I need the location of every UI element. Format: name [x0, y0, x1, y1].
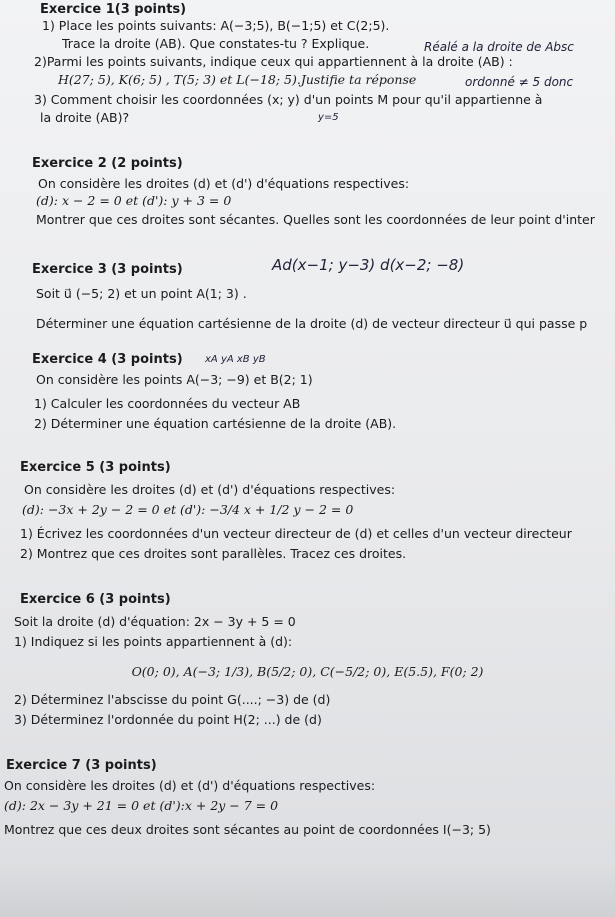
exercise-2-line-2: (d): x − 2 = 0 et (d'): y + 3 = 0: [36, 193, 232, 208]
exercise-4-line-2: 1) Calculer les coordonnées du vecteur AB: [34, 396, 301, 411]
exercise-6-points-text: O(0; 0), A(−3; 1/3), B(5/2; 0), C(−5/2; 0), E(5.5), F(0; 2): [131, 664, 484, 679]
exercise-1-question-3: 3) Comment choisir les coordonnées (x; y) d'un points M pour qu'il appartienne à: [34, 92, 543, 107]
exercise-2-line-3: Montrer que ces droites sont sécantes. Quelles sont les coordonnées de leur point d'inter: [36, 212, 595, 227]
exercise-6-line-4: 2) Déterminez l'abscisse du point G(....; −3) de (d): [14, 692, 331, 707]
exercise-1-question-3b: la droite (AB)?: [40, 110, 130, 125]
exercise-7-line-3: Montrez que ces deux droites sont sécantes au point de coordonnées I(−3; 5): [4, 822, 491, 837]
exercise-1-question-1: 1) Place les points suivants: A(−3;5), B(−1;5) et C(2;5).: [42, 18, 390, 33]
page-shadow: [0, 860, 615, 917]
exercise-2-line-1: On considère les droites (d) et (d') d'équations respectives:: [38, 176, 410, 191]
exercise-4-title: Exercice 4 (3 points): [32, 352, 183, 367]
exercise-6-line-1: Soit la droite (d) d'équation: 2x − 3y + 5 = 0: [14, 614, 296, 629]
handwritten-note-5: xA yA xB yB: [205, 354, 266, 365]
exercise-3-line-1: Soit u⃗ (−5; 2) et un point A(1; 3) .: [36, 286, 247, 301]
exercise-4-line-3: 2) Déterminer une équation cartésienne de la droite (AB).: [34, 416, 397, 431]
exercise-6-line-2: 1) Indiquez si les points appartiennent à (d):: [14, 634, 293, 649]
exercise-6-title: Exercice 6 (3 points): [20, 592, 171, 607]
exercise-7-line-1: On considère les droites (d) et (d') d'équations respectives:: [4, 778, 376, 793]
exercise-1-question-2b: H(27; 5), K(6; 5) , T(5; 3) et L(−18; 5).Justifie ta réponse: [58, 72, 417, 87]
exercise-5-line-3: 1) Écrivez les coordonnées d'un vecteur directeur de (d) et celles d'un vecteur directeur: [20, 526, 572, 541]
exercise-7-title: Exercice 7 (3 points): [6, 758, 157, 773]
exercise-1-question-2: 2)Parmi les points suivants, indique ceux qui appartiennent à la droite (AB) :: [34, 54, 513, 69]
handwritten-note-2: ordonné ≠ 5 donc: [465, 75, 574, 89]
exercise-3-title: Exercice 3 (3 points): [32, 262, 183, 277]
exercise-6-points-list: [0, 664, 615, 679]
exercise-5-title: Exercice 5 (3 points): [20, 460, 171, 475]
exercise-5-line-1: On considère les droites (d) et (d') d'équations respectives:: [24, 482, 396, 497]
exercise-2-title: Exercice 2 (2 points): [32, 156, 183, 171]
exercise-1-title: Exercice 1(3 points): [40, 2, 187, 17]
exercise-5-line-2: (d): −3x + 2y − 2 = 0 et (d'): −3/4 x + 1/2 y − 2 = 0: [22, 502, 354, 517]
handwritten-note-3: y=5: [318, 112, 339, 123]
handwritten-note-4: Ad(x−1; y−3) d(x−2; −8): [272, 256, 465, 274]
exercise-7-line-2: (d): 2x − 3y + 21 = 0 et (d'):x + 2y − 7 = 0: [4, 798, 279, 813]
exercise-6-line-5: 3) Déterminez l'ordonnée du point H(2; ...) de (d): [14, 712, 322, 727]
exercise-4-line-1: On considère les points A(−3; −9) et B(2; 1): [36, 372, 313, 387]
handwritten-note-1: Réalé a la droite de Absc: [424, 40, 574, 54]
exercise-1-question-1b: Trace la droite (AB). Que constates-tu ? Explique.: [62, 36, 370, 51]
exercise-5-line-4: 2) Montrez que ces droites sont parallèles. Tracez ces droites.: [20, 546, 407, 561]
exercise-3-line-2: Déterminer une équation cartésienne de la droite (d) de vecteur directeur u⃗ qui passe p: [36, 316, 588, 331]
